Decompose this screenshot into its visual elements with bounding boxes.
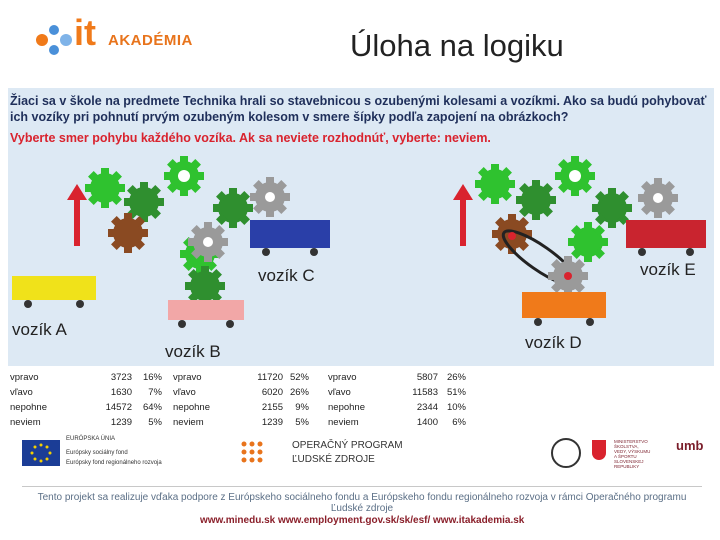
eu-line1: Európsky sociálny fond xyxy=(66,450,128,456)
stat-label: nepohne xyxy=(10,402,47,413)
stat-pct: 52% xyxy=(289,372,309,383)
stat-count: 1630 xyxy=(110,387,132,398)
arrow-right-icon xyxy=(453,184,473,246)
cart-label-b: vozík B xyxy=(165,342,221,361)
stat-pct: 10% xyxy=(446,402,466,413)
stat-pct: 26% xyxy=(289,387,309,398)
cart-label-e: vozík E xyxy=(640,260,696,279)
stat-label: vľavo xyxy=(10,387,33,398)
stat-label: neviem xyxy=(328,417,359,428)
logo-akademia: AKADÉMIA xyxy=(108,32,193,49)
cart-label-a: vozík A xyxy=(12,320,67,339)
itakademia-logo xyxy=(28,12,208,62)
eu-line2: Európsky fond regionálneho rozvoja xyxy=(66,460,162,466)
stat-label: neviem xyxy=(173,417,204,428)
stat-pct: 9% xyxy=(295,402,309,413)
stat-label: nepohne xyxy=(173,402,210,413)
stat-pct: 26% xyxy=(446,372,466,383)
footer-urls: www.minedu.sk www.employment.gov.sk/sk/esf/ www.itakademia.sk xyxy=(200,515,525,526)
footer-text: Tento projekt sa realizuje vďaka podpore z Európskeho sociálneho fondu a Európskeho fondu regionálneho rozvoja v rámci Operačného programu Ľudské zdroje xyxy=(37,492,687,514)
cart-label-c: vozík C xyxy=(258,266,315,285)
gears-illustration xyxy=(8,150,714,366)
cart-d-graphic xyxy=(522,292,606,326)
op-line1: OPERAČNÝ PROGRAM xyxy=(292,440,403,451)
eu-title: EURÓPSKA ÚNIA xyxy=(66,436,116,442)
stat-pct: 6% xyxy=(452,417,466,428)
task-question: Žiaci sa v škole na predmete Technika hrali so stavebnicou s ozubenými kolesami a vozíkmi. Ako sa budú pohybovať ich vozíky pri pohnutí prvým ozubeným kolesom v smere šípky podľa zapojení na obrázkoch? xyxy=(10,94,707,124)
stat-count: 2155 xyxy=(261,402,283,413)
stat-count: 1239 xyxy=(261,417,283,428)
stat-label: vľavo xyxy=(328,387,351,398)
stat-pct: 64% xyxy=(142,402,162,413)
stat-count: 11583 xyxy=(412,387,438,398)
op-line2: ĽUDSKÉ ZDROJE xyxy=(292,454,375,465)
arrow-left-icon xyxy=(67,184,87,246)
stat-count: 1400 xyxy=(416,417,438,428)
stat-count: 6020 xyxy=(261,387,283,398)
stat-label: nepohne xyxy=(328,402,365,413)
stat-count: 5807 xyxy=(416,372,438,383)
stat-count: 1239 xyxy=(110,417,132,428)
stats-table-3 xyxy=(328,372,468,432)
page-title: Úloha na logiku xyxy=(350,28,564,63)
op-logo-icon xyxy=(240,440,280,468)
stat-pct: 5% xyxy=(148,417,162,428)
ministry-text: MINISTERSTVO ŠKOLSTVA, VEDY, VÝSKUMU A ŠPORTU SLOVENSKEJ REPUBLIKY xyxy=(614,439,651,469)
stat-label: vpravo xyxy=(173,372,202,383)
stat-label: vpravo xyxy=(328,372,357,383)
cart-b-graphic xyxy=(168,300,244,328)
cart-a-graphic xyxy=(12,276,96,308)
stat-pct: 7% xyxy=(148,387,162,398)
stat-label: neviem xyxy=(10,417,41,428)
task-instruction: Vyberte smer pohybu každého vozíka. Ak sa neviete rozhodnúť, vyberte: neviem. xyxy=(10,131,491,145)
eu-flag-icon xyxy=(22,440,60,466)
sk-coat-of-arms-icon xyxy=(592,440,606,460)
footer-divider xyxy=(22,486,702,487)
stat-pct: 5% xyxy=(295,417,309,428)
umb-logo: umb xyxy=(676,438,704,453)
stat-count: 3723 xyxy=(110,372,132,383)
logo-it: it xyxy=(74,12,96,53)
stat-count: 14572 xyxy=(105,402,132,413)
stats-table-1 xyxy=(10,372,165,432)
stats-table-2 xyxy=(173,372,323,432)
cart-e-graphic xyxy=(626,220,706,256)
stat-label: vľavo xyxy=(173,387,196,398)
stat-pct: 16% xyxy=(142,372,162,383)
stat-count: 11720 xyxy=(257,372,283,383)
stat-label: vpravo xyxy=(10,372,39,383)
stat-pct: 51% xyxy=(446,387,466,398)
tu-logo-icon xyxy=(551,438,581,468)
cart-label-d: vozík D xyxy=(525,333,582,352)
stat-count: 2344 xyxy=(416,402,438,413)
cart-c-graphic xyxy=(250,220,330,256)
